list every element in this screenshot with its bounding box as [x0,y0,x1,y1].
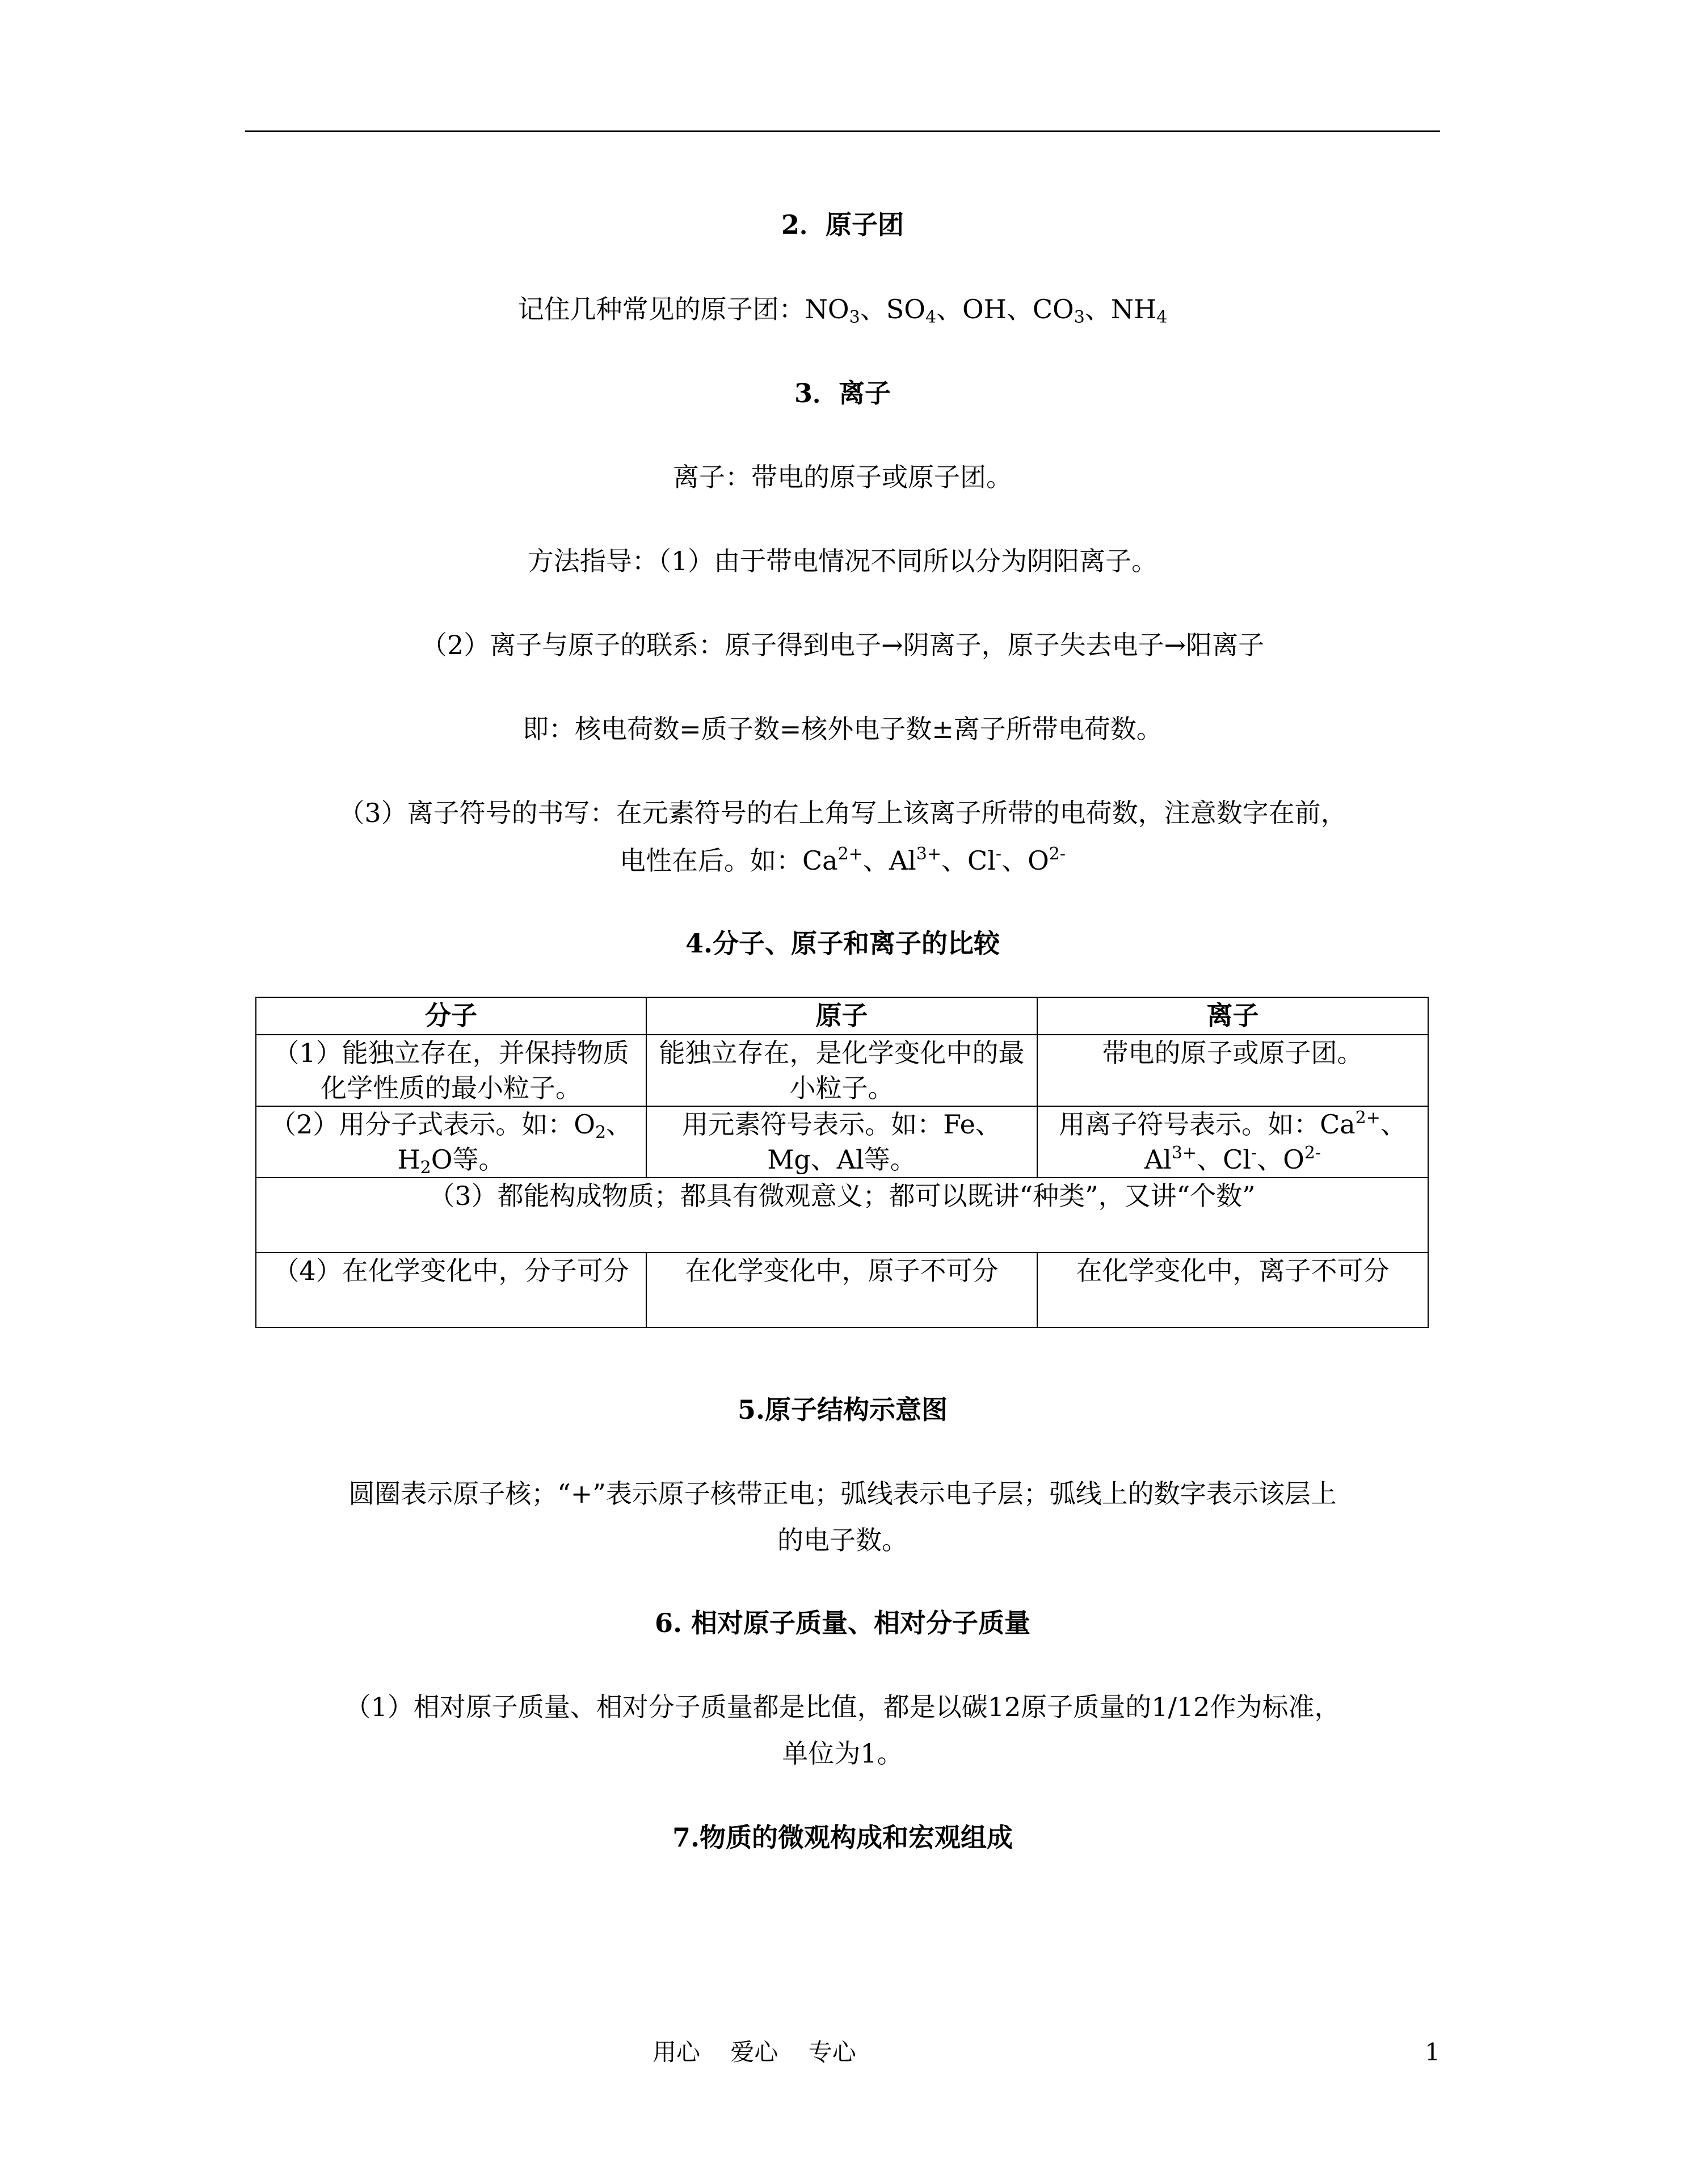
ion-definition: 离子：带电的原子或原子团。 [673,462,1012,492]
section-6-title: 6. 相对原子质量、相对分子质量 [654,1608,1031,1638]
method-2b: 即：核电荷数=质子数=核外电子数±离子所带电荷数。 [523,714,1163,744]
cell-ion-change: 在化学变化中，离子不可分 [1037,1253,1428,1327]
section-7-title: 7.物质的微观构成和宏观组成 [672,1822,1013,1853]
section-4-title: 4.分子、原子和离子的比较 [685,928,1000,959]
page-number: 1 [1425,2038,1440,2066]
group-oh: OH [962,294,1007,324]
group-nh4: $NH_4$ [1110,294,1168,327]
cell-ion-repr: 用离子符号表示。如：$Ca^{2+}$、$Al^{3+}$、Cl-、$O^{2-}$ [1037,1106,1428,1178]
method-3-line2: 电性在后。如：$Ca^{2+}$、$Al^{3+}$、Cl-、$O^{2-}$ [619,844,1066,876]
cell-molecule-def: （1）能独立存在，并保持物质化学性质的最小粒子。 [256,1035,646,1106]
section-6-line1: （1）相对原子质量、相对分子质量都是比值，都是以碳12原子质量的1/12作为标准， [344,1692,1341,1722]
comparison-table [255,997,1429,1328]
section-5-line1: 圆圈表示原子核；“+”表示原子核带正电；弧线表示电子层；弧线上的数字表示该层上 [348,1478,1337,1509]
table-row [256,1035,1428,1106]
group-no3: $NO_3$ [805,294,860,327]
cell-molecule-repr: （2）用分子式表示。如：$O_2$、$H_2O$等。 [256,1106,646,1178]
cell-atom-change: 在化学变化中，原子不可分 [646,1253,1037,1327]
cell-atom-def: 能独立存在，是化学变化中的最小粒子。 [646,1035,1037,1106]
method-2: （2）离子与原子的联系：原子得到电子→阴离子，原子失去电子→阳离子 [420,630,1265,660]
section-2-prefix: 记住几种常见的原子团： [517,294,805,324]
section-5-title: 5.原子结构示意图 [737,1394,948,1425]
header-atom: 原子 [646,997,1037,1035]
table-row [256,1253,1428,1327]
table-row [256,1178,1428,1253]
ion-al: $Al^{3+}$ [889,844,941,876]
cell-common: （3）都能构成物质；都具有微观意义；都可以既讲“种类”，又讲“个数” [256,1178,1428,1253]
ion-cl: Cl- [967,844,1002,876]
table-row [256,1106,1428,1178]
cell-ion-def: 带电的原子或原子团。 [1037,1035,1428,1106]
method-1: 方法指导：（1）由于带电情况不同所以分为阴阳离子。 [527,546,1158,576]
footer-text: 用心 爱心 专心 [653,2038,856,2066]
group-so4: $SO_4$ [886,294,937,327]
ion-o: $O^{2-}$ [1028,844,1066,876]
section-5-line2: 的电子数。 [777,1525,908,1555]
section-2-title: 2．原子团 [781,209,904,240]
table-header-row [256,997,1428,1035]
group-co3: $CO_3$ [1032,294,1085,327]
cell-molecule-change: （4）在化学变化中，分子可分 [256,1253,646,1327]
header-ion: 离子 [1037,997,1428,1035]
method-3-line1: （3）离子符号的书写：在元素符号的右上角写上该离子所带的电荷数，注意数字在前， [338,798,1347,828]
section-6-line2: 单位为1。 [782,1738,903,1769]
ion-ca: $Ca^{2+}$ [802,844,863,876]
header-molecule: 分子 [256,997,646,1035]
cell-atom-repr: 用元素符号表示。如：Fe、Mg、Al等。 [646,1106,1037,1178]
section-3-title: 3．离子 [794,378,891,408]
section-2-text: 记住几种常见的原子团：$NO_3$、$SO_4$、OH、$CO_3$、$NH_4$ [517,294,1168,327]
header-rule [245,130,1440,132]
